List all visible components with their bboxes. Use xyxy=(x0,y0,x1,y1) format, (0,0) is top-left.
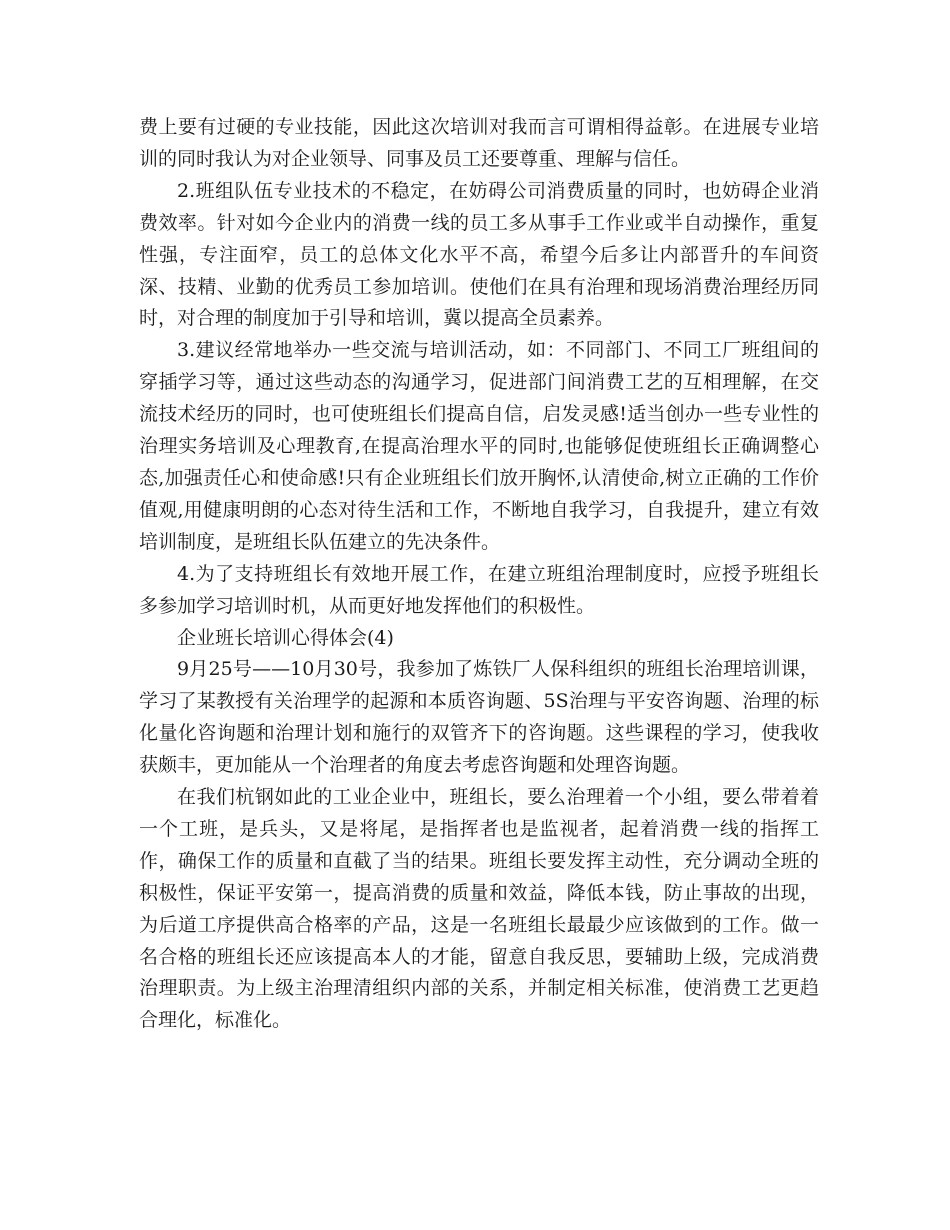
paragraph: 3.建议经常地举办一些交流与培训活动，如：不同部门、不同工厂班组间的穿插学习等，通过这些动态的沟通学习，促进部门间消费工艺的互相理解，在交流技术经历的同时，也可使班组长们提高自信，启发灵感!适当创办一些专业性的治理实务培训及心理教育,在提高治理水平的同时,也能够促使班组长正确调整心态,加强责任心和使命感!只有企业班组长们放开胸怀,认清使命,树立正确的工作价值观,用健康明朗的心态对待生活和工作，不断地自我学习，自我提升，建立有效培训制度，是班组长队伍建立的先决条件。 xyxy=(139,339,819,553)
paragraph: 在我们杭钢如此的工业企业中，班组长，要么治理着一个小组，要么带着着一个工班，是兵头，又是将尾，是指挥者也是监视者，起着消费一线的指挥工作，确保工作的质量和直截了当的结果。班组长要发挥主动性，充分调动全班的积极性，保证平安第一，提高消费的质量和效益，降低本钱，防止事故的出现，为后道工序提供高合格率的产品，这是一名班组长最最少应该做到的工作。做一名合格的班组长还应该提高本人的才能，留意自我反思，要辅助上级，完成消费治理职责。为上级主治理清组织内部的关系，并制定相关标准，使消费工艺更趋合理化，标准化。 xyxy=(139,786,819,1032)
document-body xyxy=(139,112,819,1037)
section-heading: 企业班长培训心得体会(4) xyxy=(177,626,394,649)
paragraph: 2.班组队伍专业技术的不稳定，在妨碍公司消费质量的同时，也妨碍企业消费效率。针对如今企业内的消费一线的员工多从事手工作业或半自动操作，重复性强，专注面窄，员工的总体文化水平不高，希望今后多让内部晋升的车间资深、技精、业勤的优秀员工参加培训。使他们在具有治理和现场消费治理经历同时，对合理的制度加于引导和培训，冀以提高全员素养。 xyxy=(139,179,819,330)
paragraph: 9月25号——10月30号，我参加了炼铁厂人保科组织的班组长治理培训课，学习了某教授有关治理学的起源和本质咨询题、5S治理与平安咨询题、治理的标化量化咨询题和治理计划和施行的双管齐下的咨询题。这些课程的学习，使我收获颇丰，更加能从一个治理者的角度去考虑咨询题和处理咨询题。 xyxy=(139,658,819,777)
paragraph: 费上要有过硬的专业技能，因此这次培训对我而言可谓相得益彰。在进展专业培训的同时我认为对企业领导、同事及员工还要尊重、理解与信任。 xyxy=(139,116,819,170)
paragraph: 4.为了支持班组长有效地开展工作，在建立班组治理制度时，应授予班组长多参加学习培训时机，从而更好地发挥他们的积极性。 xyxy=(139,562,819,617)
